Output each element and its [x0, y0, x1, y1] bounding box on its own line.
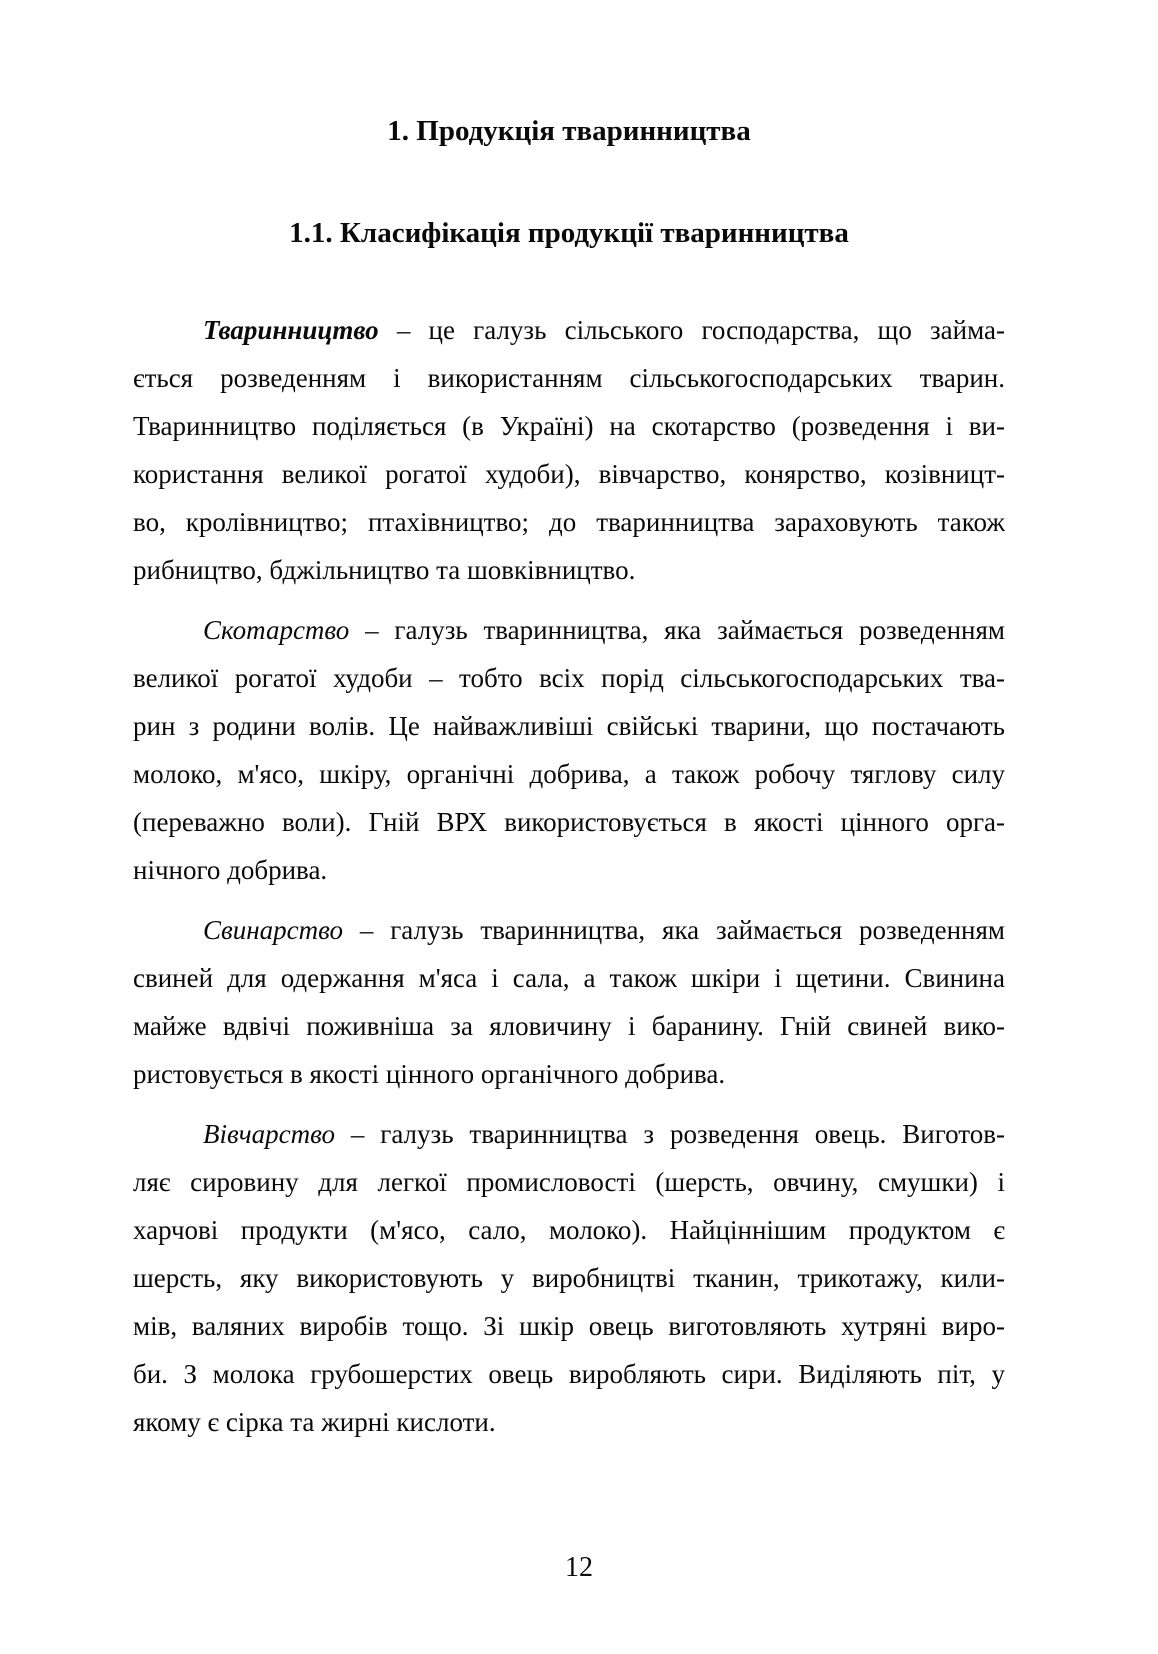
text-line-rest: – галузь тваринництва, яка займається розведенням	[342, 915, 1005, 945]
text-line: рин з родини волів. Це найважливіші свійські тварини, що постачають	[133, 711, 1005, 741]
text-line	[133, 306, 1005, 354]
text-line: ристовується в якості цінного органічного добрива.	[133, 1059, 726, 1089]
text-line: великої рогатої худоби – тобто всіх порід сільськогосподарських тва-	[133, 663, 1005, 693]
text-line: майже вдвічі поживніша за яловичину і баранину. Гній свиней вико-	[133, 1011, 1005, 1041]
text-line: во, кролівництво; птахівництво; до тваринництва зараховують також	[133, 507, 1005, 537]
paragraph-sheep	[133, 1110, 1005, 1446]
text-line-rest: – галузь тваринництва, яка займається розведенням	[349, 615, 1005, 645]
text-line: ляє сировину для легкої промисловості (шерсть, овчину, смушки) і	[133, 1167, 1005, 1197]
chapter-heading: 1. Продукція тваринництва	[387, 115, 751, 147]
paragraph-pigs	[133, 906, 1005, 1098]
lead-term-pigs: Свинарство	[203, 915, 343, 945]
text-line: якому є сірка та жирні кислоти.	[133, 1407, 496, 1437]
paragraph-cattle	[133, 606, 1005, 894]
text-line: нічного добрива.	[133, 855, 328, 885]
text-line-rest: – це галузь сільського господарства, що займа-	[378, 315, 1005, 345]
text-line: ється розведенням і використанням сільськогосподарських тварин.	[133, 363, 1005, 393]
text-line: харчові продукти (м'ясо, сало, молоко). Найціннішим продуктом є	[133, 1215, 1005, 1245]
text-line-rest: – галузь тваринництва з розведення овець. Виготов-	[334, 1119, 1005, 1149]
lead-term-cattle: Скотарство	[203, 615, 350, 645]
text-line: свиней для одержання м'яса і сала, а також шкіри і щетини. Свинина	[133, 963, 1005, 993]
page-number: 12	[565, 1552, 593, 1583]
text-line: (переважно воли). Гній ВРХ використовується в якості цінного орга-	[133, 807, 1005, 837]
text-line: би. З молока грубошерстих овець виробляють сири. Виділяють піт, у	[133, 1359, 1005, 1389]
text-line: молоко, м'ясо, шкіру, органічні добрива, а також робочу тяглову силу	[133, 759, 1005, 789]
section-heading: 1.1. Класифікація продукції тваринництва	[289, 217, 849, 249]
text-line: мів, валяних виробів тощо. Зі шкір овець виготовляють хутряні виро-	[133, 1311, 1005, 1341]
text-line: користання великої рогатої худоби), вівчарство, конярство, козівницт-	[133, 459, 1005, 489]
text-line: Тваринництво поділяється (в Україні) на скотарство (розведення і ви-	[133, 411, 1005, 441]
text-line: рибництво, бджільництво та шовківництво.	[133, 555, 636, 585]
text-line: шерсть, яку використовують у виробництві тканин, трикотажу, кили-	[133, 1263, 1005, 1293]
body-text	[133, 306, 1005, 1458]
paragraph-livestock	[133, 306, 1005, 594]
lead-term-livestock: Тваринництво	[203, 315, 379, 345]
lead-term-sheep: Вівчарство	[203, 1119, 335, 1149]
text-line	[133, 606, 1005, 654]
text-line	[133, 906, 1005, 954]
text-line	[133, 1110, 1005, 1158]
